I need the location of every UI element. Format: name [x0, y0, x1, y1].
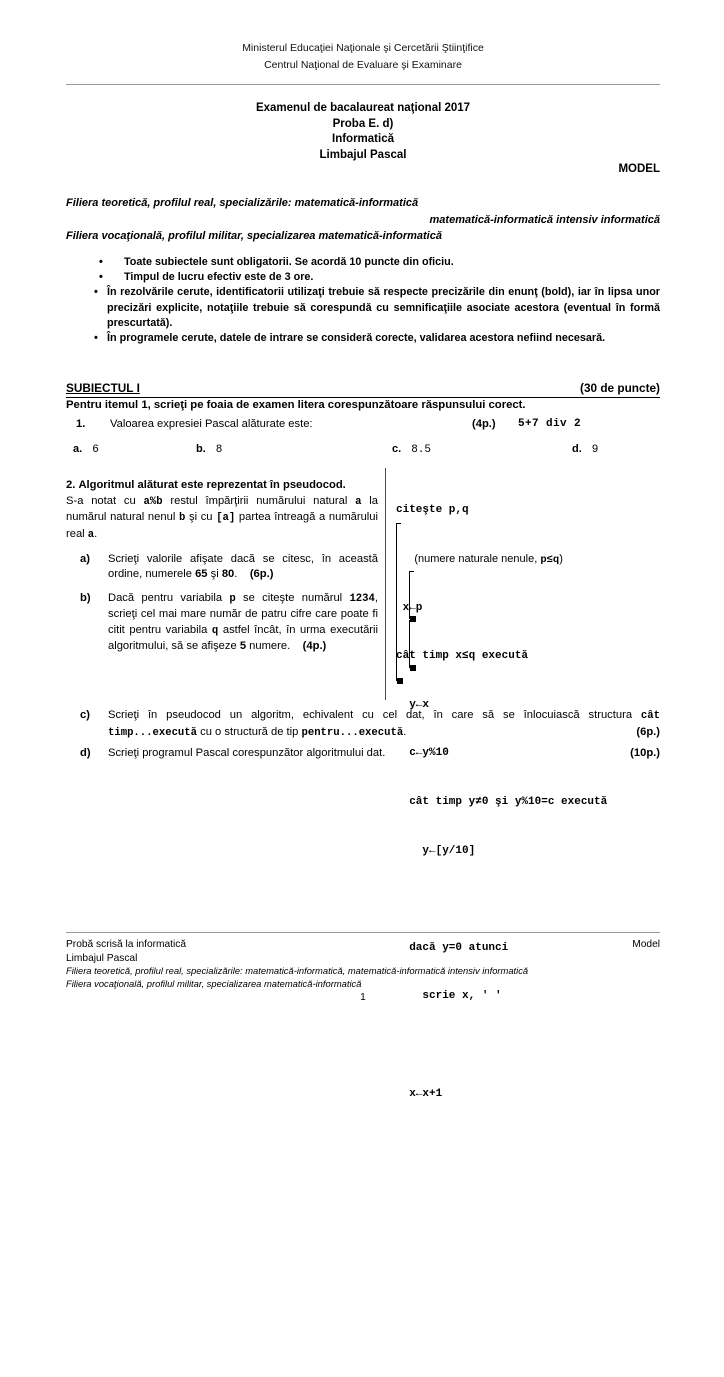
sub-b-text: astfel încât, în urma executării algoritmului, să se afişeze [108, 623, 378, 652]
item-2-heading-text: Algoritmul alăturat este reprezentat în pseudocod. [78, 479, 346, 491]
pc-comment-pre: (numere naturale nenule, [396, 553, 541, 565]
item-1-expression: 5+7 div 2 [518, 418, 582, 430]
instruction-item [66, 255, 660, 270]
answer-option-a[interactable] [73, 443, 99, 456]
bullet-icon: • [94, 286, 98, 299]
instruction-item [66, 331, 660, 346]
sub-a-bold: 65 [195, 568, 208, 581]
sub-item-label: c) [80, 709, 90, 721]
subiect-label: SUBIECTUL I [66, 381, 140, 395]
sub-a-bold: 80 [221, 568, 235, 581]
sub-b-text: numere. [246, 639, 291, 652]
instruction-item [66, 270, 660, 285]
pseudocode-line [396, 502, 666, 518]
body-seg: partea întreagă a numărului real [66, 511, 378, 540]
sub-c-mono: pentru...execută [301, 726, 404, 739]
instruction-text: În rezolvările cerute, identificatorii utilizaţi trebuie să respecte precizările din enunţ (bold), iar în lipsa unor precizări explicite, notaţiile trebuie să corespundă cu semnificaţiile asociate acestora (eventual în formă prescurtată). [107, 286, 660, 329]
if-end-marker [410, 665, 416, 671]
instruction-text: În programele cerute, datele de intrare se consideră corecte, validarea acestora nefiind necesară. [107, 332, 606, 345]
body-seg: . [94, 527, 98, 540]
sub-b-mono: 1234 [349, 593, 375, 606]
model-label: MODEL [618, 163, 660, 175]
answer-letter: b. [196, 443, 206, 455]
sub-c-text: cu o structură de tip [197, 725, 302, 738]
body-mono: b [178, 512, 186, 525]
sub-a-text: şi [207, 568, 222, 581]
sub-d-points: (10p.) [630, 747, 660, 759]
sub-d-text: Scrieţi programul Pascal corespunzător algoritmului dat. [108, 747, 386, 759]
pc-text: x←x+1 [396, 1087, 443, 1100]
answer-option-c[interactable] [392, 443, 431, 456]
pc-text: cât timp x≤q execută [396, 650, 529, 663]
footer-filiera-1: Filiera teoretică, profilul real, specializările: matematică-informatică, matematică-informatică intensiv informatică [66, 965, 529, 976]
loop-bracket-inner [409, 571, 410, 619]
item-2-sub-c-container [66, 708, 660, 741]
pseudocode-line [396, 600, 666, 616]
pc-text: dacă y=0 atunci [396, 941, 509, 954]
item-2-sub-d-container [66, 746, 660, 762]
footer-filiera-2: Filiera vocaţională, profilul militar, specializarea matematică-informatică [66, 977, 362, 989]
item-2-body [66, 494, 378, 543]
filiera-line-1: Filiera teoretică, profilul real, specializările: matematică-informatică [66, 197, 419, 209]
sub-item-label: d) [80, 747, 91, 759]
footer-divider [66, 932, 660, 933]
pc-text: y←x [396, 698, 430, 711]
pc-text: scrie x, ' ' [396, 990, 502, 1003]
filiera-line-3: Filiera vocaţională, profilul militar, specializarea matematică-informatică [66, 230, 442, 242]
instruction-text: Toate subiectele sunt obligatorii. Se acordă 10 puncte din oficiu. [124, 256, 454, 268]
footer-subject: Probă scrisă la informatică [66, 939, 187, 950]
title-line-exam: Examenul de bacalaureat naţional 2017 [255, 102, 471, 114]
sub-b-points: (4p.) [302, 639, 327, 652]
item-2-heading [66, 478, 378, 493]
sub-b-bold: 5 [239, 639, 247, 652]
if-bracket [409, 620, 410, 668]
body-seg: restul împărţirii numărului natural [162, 495, 356, 508]
pc-text: y←[y/10] [396, 844, 476, 857]
bullet-icon: • [99, 271, 103, 284]
body-mono: a [87, 528, 95, 541]
answer-letter: a. [73, 443, 83, 455]
subiect-points: (30 de puncte) [580, 381, 660, 395]
bullet-icon: • [94, 332, 98, 345]
subiect-header [66, 381, 660, 398]
sub-b-mono: p [229, 593, 236, 606]
bullet-icon: • [99, 256, 103, 268]
answer-letter: c. [392, 443, 402, 455]
filiera-block [66, 195, 660, 245]
answer-value: 6 [92, 444, 99, 456]
item-2-sub-d [66, 746, 660, 762]
loop-end-marker-outer [397, 678, 403, 684]
pseudocode-line [396, 891, 666, 907]
pc-comment-post: ) [559, 553, 563, 565]
body-mono: a%b [143, 496, 163, 509]
answer-option-d[interactable] [572, 443, 598, 456]
sub-item-label: b) [80, 592, 91, 605]
answer-option-b[interactable] [196, 443, 222, 456]
loop-bracket-outer [396, 523, 397, 681]
footer-model: Model [632, 939, 660, 950]
item-1-number: 1. [76, 418, 86, 430]
answer-letter: d. [572, 443, 582, 455]
sub-b-text: se citeşte numărul [235, 592, 350, 605]
body-seg: şi cu [185, 511, 217, 524]
item-1-answer-options [66, 443, 660, 461]
sub-b-text: Dacă pentru variabila [108, 592, 230, 605]
instruction-text: Timpul de lucru efectiv este de 3 ore. [124, 271, 314, 284]
title-line-proba: Proba E. d) [332, 117, 394, 130]
pseudocode-line [396, 648, 666, 664]
pc-text: citeşte p,q [396, 504, 469, 517]
item-2-left-column [66, 478, 378, 654]
document-footer [66, 938, 660, 990]
pseudocode-line [396, 794, 666, 810]
body-mono: [a] [216, 512, 236, 525]
sub-c-mono: cât timp...execută [108, 710, 660, 739]
pseudocode-line [396, 1134, 666, 1150]
item-2-sub-b [66, 591, 378, 654]
column-divider [385, 468, 386, 700]
pc-comment-mono: p≤q [540, 554, 560, 566]
pseudocode-line [396, 1037, 666, 1053]
body-seg: la numărul natural nenul [66, 495, 378, 524]
header-divider [66, 84, 660, 85]
sub-c-text: Scrieţi în pseudocod un algoritm, echivalent cu cel dat, în care să se înlocuiască structura [108, 709, 641, 721]
page-number: 1 [360, 992, 366, 1003]
filiera-line-2: matematică-informatică intensiv informatică [429, 213, 660, 226]
sub-c-points: (6p.) [636, 725, 660, 738]
footer-row-1 [66, 938, 660, 952]
pc-text: cât timp y≠0 şi y%10=c execută [396, 795, 608, 808]
answer-value: 9 [591, 444, 599, 456]
body-mono: a [355, 496, 362, 509]
answer-value: 8 [215, 444, 223, 456]
sub-a-points: (6p.) [249, 568, 274, 581]
sub-c-text: . [403, 725, 407, 738]
item-1-text: Valoarea expresiei Pascal alăturate este: [110, 418, 313, 430]
footer-language: Limbajul Pascal [66, 952, 138, 964]
title-line-language: Limbajul Pascal [319, 148, 407, 161]
pc-text: x←p [396, 601, 423, 614]
title-line-subject: Informatică [332, 133, 394, 145]
pc-text: c←y%10 [396, 747, 449, 760]
center-line: Centrul Naţional de Evaluare şi Examinare [264, 59, 462, 71]
sub-a-text: . [234, 568, 238, 581]
subiect-instruction: Pentru itemul 1, scrieţi pe foaia de examen litera corespunzătoare răspunsului corect. [66, 399, 526, 411]
sub-item-label: a) [80, 552, 90, 565]
pseudocode-line [396, 843, 666, 859]
sub-a-text: Scrieţi valorile afişate dacă se citesc, în această ordine, numerele [108, 552, 378, 581]
instruction-item [66, 285, 660, 331]
exam-title-block [66, 101, 660, 163]
item-1-points: (4p.) [472, 418, 496, 430]
instructions-list [66, 255, 660, 346]
sub-b-mono: q [211, 624, 219, 637]
ministry-line: Ministerul Educaţiei Naţionale şi Cercetării Ştiinţifice [242, 42, 484, 54]
pseudocode-block [396, 470, 666, 1377]
answer-value: 8.5 [411, 444, 431, 456]
item-1 [66, 418, 660, 436]
item-2-sub-c [66, 708, 660, 741]
item-2-number: 2. [66, 479, 76, 491]
pseudocode-comment-line [396, 551, 666, 567]
sub-b-text: , scrieţi cel mai mare număr de patru cifre care poate fi citit pentru variabila [108, 592, 378, 636]
body-seg: S-a notat cu [66, 495, 144, 508]
item-2-sub-a [66, 552, 378, 582]
document-header [66, 40, 660, 74]
pseudocode-line [396, 1086, 666, 1102]
